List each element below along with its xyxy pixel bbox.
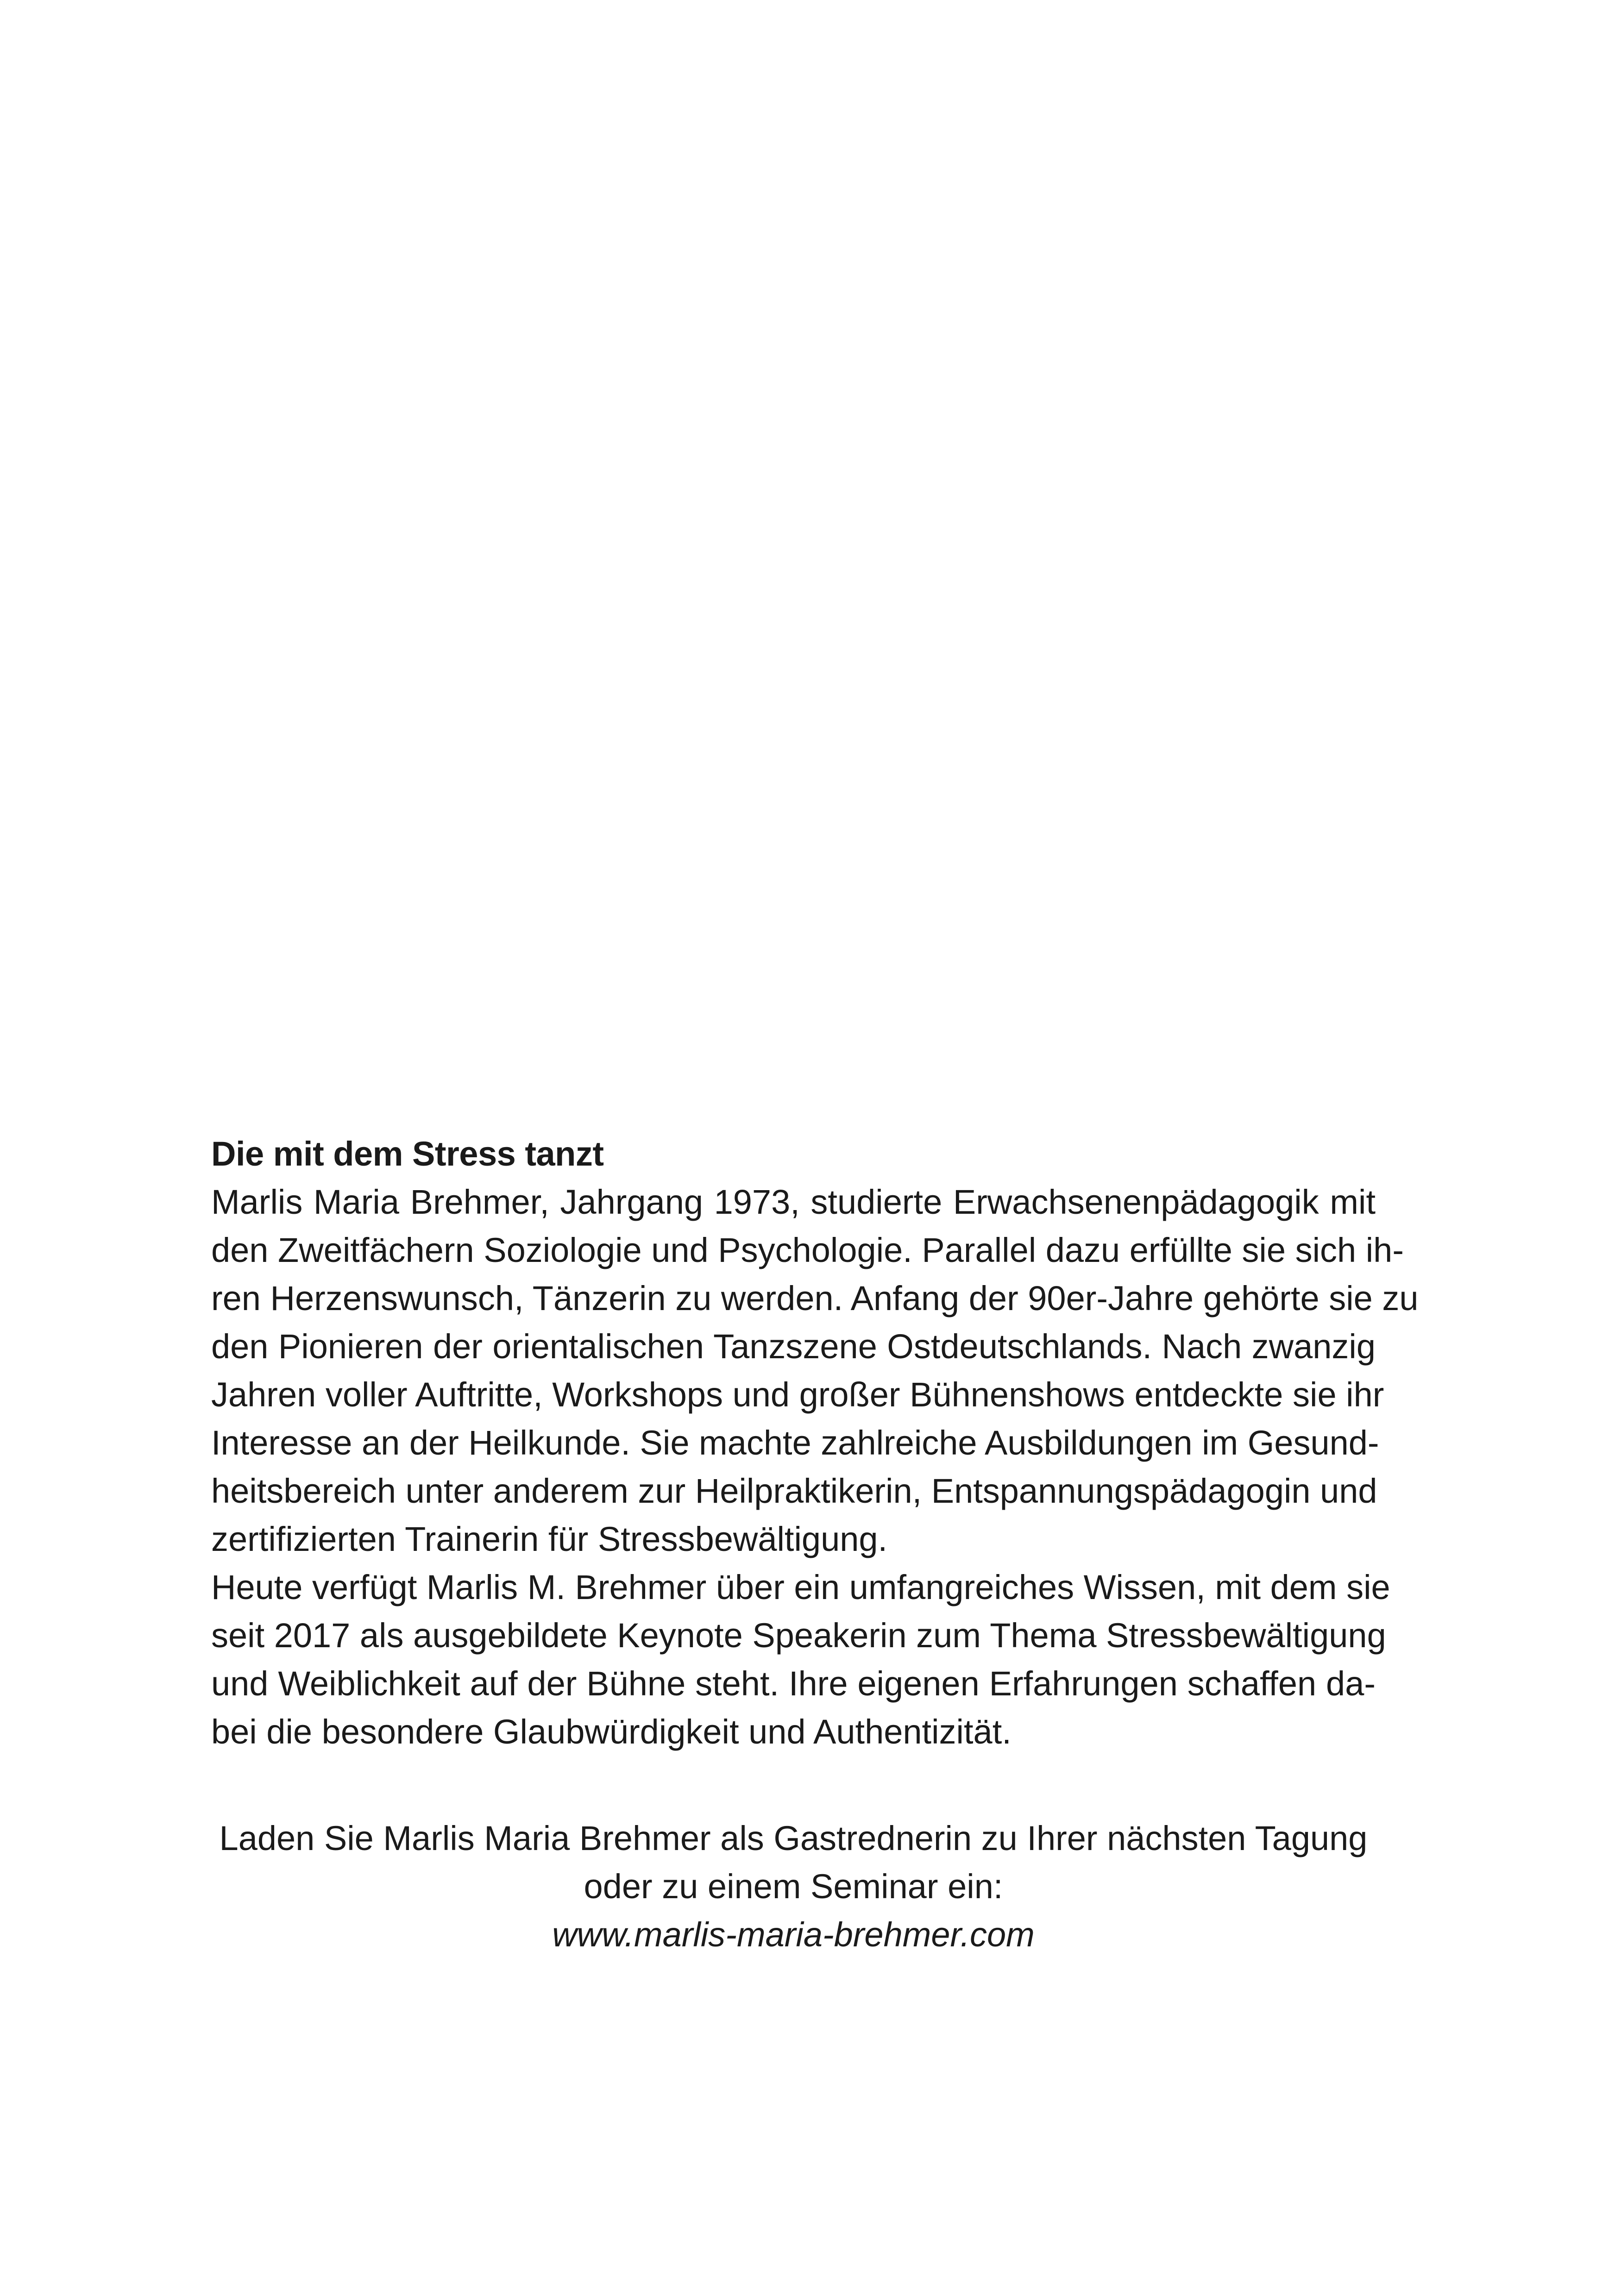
- bio-line: Heute verfügt Marlis M. Brehmer über ein umfangreiches Wissen, mit dem sie: [211, 1568, 1390, 1606]
- bio-line: Interesse an der Heilkunde. Sie machte zahlreiche Ausbildungen im Gesund-: [211, 1424, 1379, 1462]
- bio-line: den Pionieren der orientalischen Tanzszene Ostdeutschlands. Nach zwanzig: [211, 1327, 1376, 1366]
- bio-line: und Weiblichkeit auf der Bühne steht. Ihre eigenen Erfahrungen schaffen da-: [211, 1664, 1376, 1703]
- bio-line: den Zweitfächern Soziologie und Psychologie. Parallel dazu erfüllte sie sich ih-: [211, 1231, 1404, 1269]
- bio-line: Jahren voller Auftritte, Workshops und großer Bühnenshows entdeckte sie ihr: [211, 1375, 1384, 1414]
- bio-line: heitsbereich unter anderem zur Heilpraktikerin, Entspannungspädagogin und: [211, 1472, 1377, 1510]
- bio-title: Die mit dem Stress tanzt: [211, 1135, 604, 1173]
- invite-section: [211, 1814, 1376, 1959]
- invite-line: Laden Sie Marlis Maria Brehmer als Gastrednerin zu Ihrer nächsten Tagung: [219, 1819, 1368, 1857]
- bio-line: ren Herzenswunsch, Tänzerin zu werden. Anfang der 90er-Jahre gehörte sie zu: [211, 1279, 1419, 1317]
- bio-line: seit 2017 als ausgebildete Keynote Speakerin zum Thema Stressbewältigung: [211, 1616, 1386, 1655]
- invite-line: oder zu einem Seminar ein:: [584, 1867, 1003, 1906]
- website-link[interactable]: www.marlis-maria-brehmer.com: [552, 1915, 1035, 1954]
- bio-section: [211, 1130, 1419, 1756]
- bio-paragraph: [211, 1178, 1419, 1756]
- bio-line: bei die besondere Glaubwürdigkeit und Authentizität.: [211, 1713, 1012, 1751]
- bio-line: Marlis Maria Brehmer, Jahrgang 1973, studierte Erwachsenenpädagogik mit: [211, 1183, 1376, 1221]
- bio-line: zertifizierten Trainerin für Stressbewältigung.: [211, 1520, 888, 1558]
